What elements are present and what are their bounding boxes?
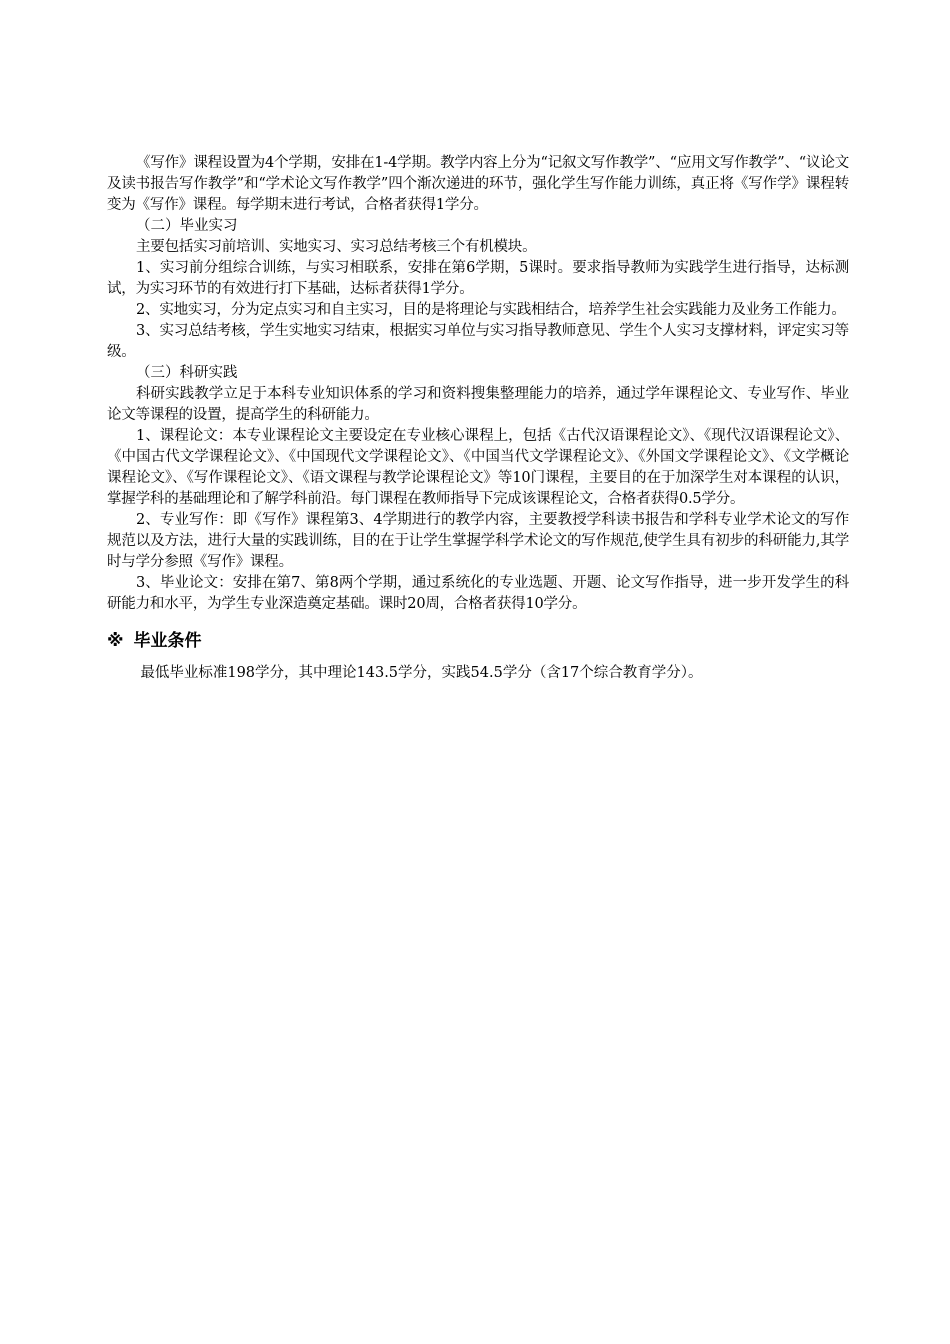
- subheading-research-practice: （三）科研实践: [136, 365, 238, 381]
- paragraph-internship-training: 1、实习前分组综合训练，与实习相联系，安排在第6学期，5课时。要求指导教师为实践学生进行指导，达标测试，为实习环节的有效进行打下基础，达标者获得1学分。: [107, 260, 849, 297]
- paragraph-graduation-credits: 最低毕业标准198学分，其中理论143.5学分，实践54.5学分（含17个综合教育学分）。: [140, 665, 703, 681]
- reference-mark-icon: ※: [107, 631, 124, 651]
- paragraph-internship-overview: 主要包括实习前培训、实地实习、实习总结考核三个有机模块。: [136, 239, 537, 255]
- paragraph-professional-writing: 2、专业写作：即《写作》课程第3、4学期进行的教学内容，主要教授学科读书报告和学科专业学术论文的写作规范以及方法，进行大量的实践训练，目的在于让学生掌握学科学术论文的写作规范,使学生具有初步的科研能力,其学时与学分参照《写作》课程。: [107, 512, 849, 570]
- section-heading-graduation-conditions: [107, 629, 849, 653]
- paragraph-research-overview: 科研实践教学立足于本科专业知识体系的学习和资料搜集整理能力的培养，通过学年课程论文、专业写作、毕业论文等课程的设置，提高学生的科研能力。: [107, 386, 849, 423]
- paragraph-internship-assessment: 3、实习总结考核，学生实地实习结束，根据实习单位与实习指导教师意见、学生个人实习支撑材料，评定实习等级。: [107, 323, 849, 360]
- paragraph-field-internship: 2、实地实习，分为定点实习和自主实习，目的是将理论与实践相结合，培养学生社会实践能力及业务工作能力。: [136, 302, 846, 318]
- paragraph-writing-course: 《写作》课程设置为4个学期，安排在1-4学期。教学内容上分为“记叙文写作教学”、“应用文写作教学”、“议论文及读书报告写作教学”和“学术论文写作教学”四个渐次递进的环节，强化学生写作能力训练，真正将《写作学》课程转变为《写作》课程。每学期末进行考试，合格者获得1学分。: [107, 155, 849, 213]
- document-body: [107, 153, 849, 684]
- subheading-graduation-internship: （二）毕业实习: [136, 218, 238, 234]
- paragraph-course-papers: 1、课程论文：本专业课程论文主要设定在专业核心课程上，包括《古代汉语课程论文》、《现代汉语课程论文》、《中国古代文学课程论文》、《中国现代文学课程论文》、《中国当代文学课程论文》、《外国文学课程论文》、《文学概论课程论文》、《写作课程论文》、《语文课程与教学论课程论文》等10门课程，主要目的在于加深学生对本课程的认识，掌握学科的基础理论和了解学科前沿。每门课程在教师指导下完成该课程论文，合格者获得0.5学分。: [107, 428, 849, 507]
- section-title: 毕业条件: [133, 631, 202, 651]
- paragraph-graduation-thesis: 3、毕业论文：安排在第7、第8两个学期，通过系统化的专业选题、开题、论文写作指导，进一步开发学生的科研能力和水平，为学生专业深造奠定基础。课时20周，合格者获得10学分。: [107, 575, 849, 612]
